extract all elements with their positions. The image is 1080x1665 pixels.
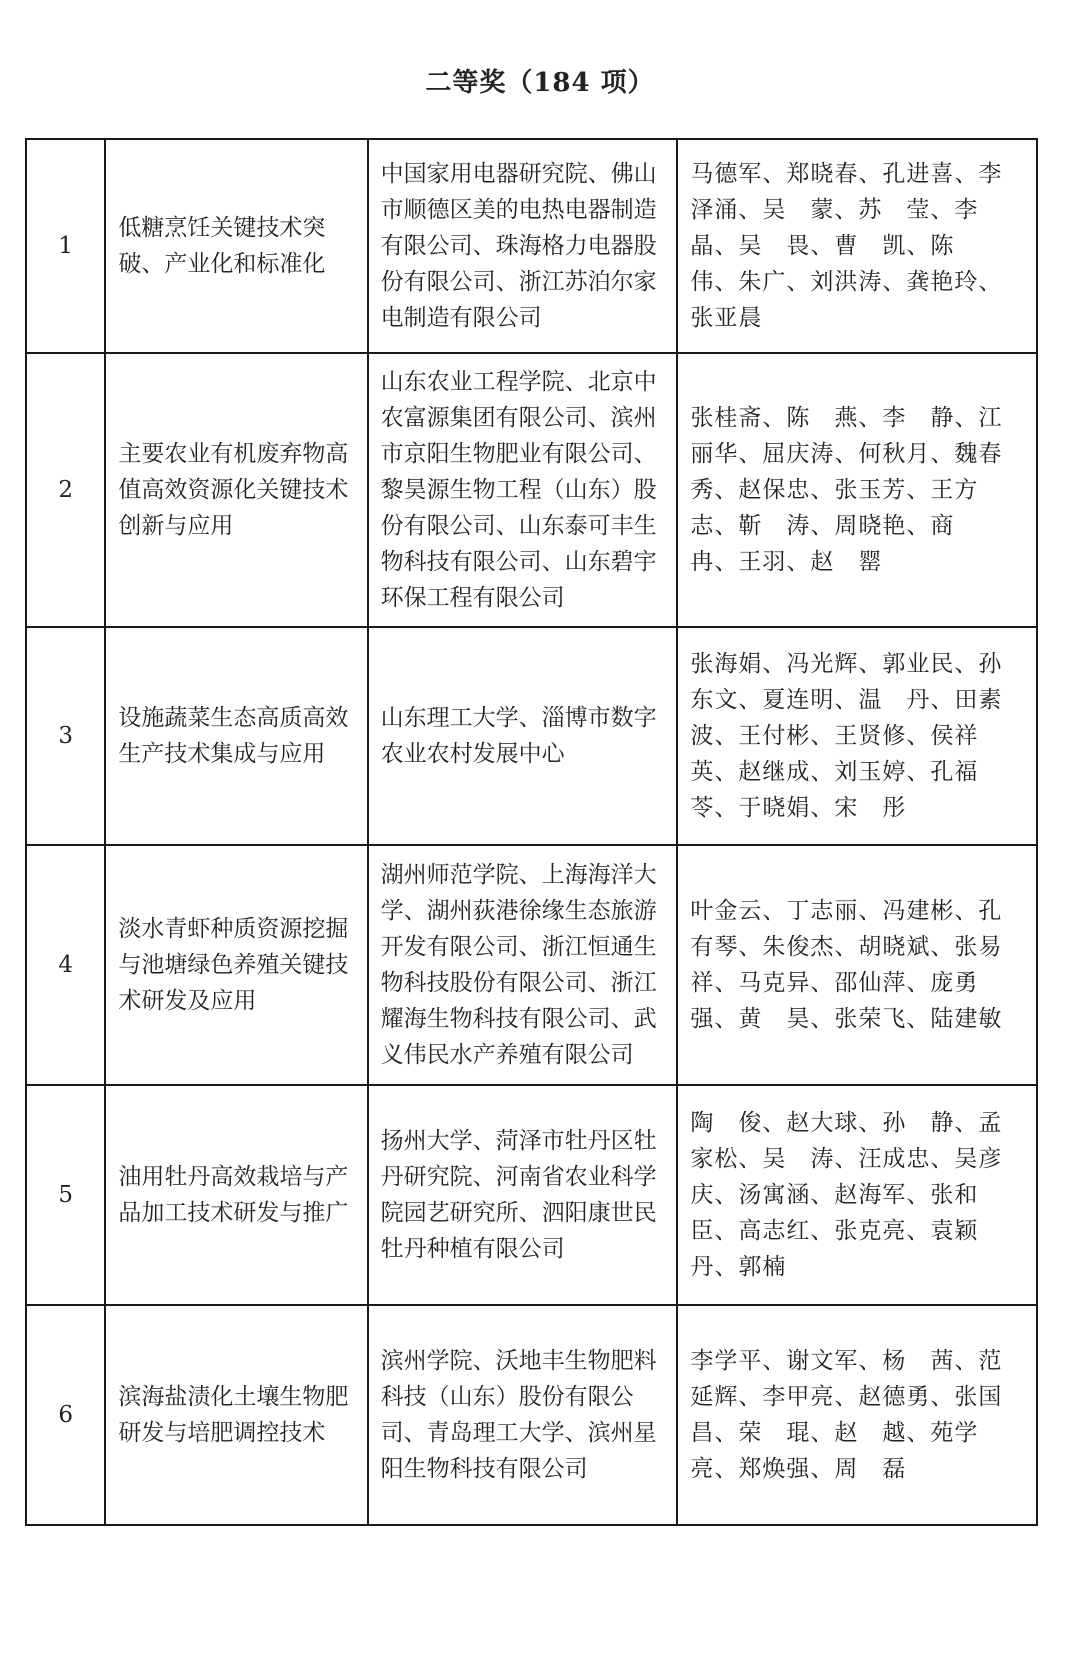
completing-people: 马德军、郑晓春、孔进喜、李泽涌、吴 蒙、苏 莹、李 晶、吴 畏、曹 凯、陈 伟、朱广、刘洪涛、龚艳玲、张亚晨 [677, 139, 1037, 353]
table-row [26, 845, 1037, 1085]
row-index: 4 [26, 845, 105, 1085]
completing-units: 扬州大学、菏泽市牡丹区牡丹研究院、河南省农业科学院园艺研究所、泗阳康世民牡丹种植有限公司 [368, 1085, 678, 1305]
completing-people: 陶 俊、赵大球、孙 静、孟家松、吴 涛、汪成忠、吴彦庆、汤寓涵、赵海军、张和臣、高志红、张克亮、袁颖丹、郭楠 [677, 1085, 1037, 1305]
row-index: 2 [26, 353, 105, 627]
project-name: 油用牡丹高效栽培与产品加工技术研发与推广 [105, 1085, 367, 1305]
table-row [26, 139, 1037, 353]
project-name: 主要农业有机废弃物高值高效资源化关键技术创新与应用 [105, 353, 367, 627]
awards-table [25, 138, 1038, 1526]
completing-people: 张桂斋、陈 燕、李 静、江丽华、屈庆涛、何秋月、魏春秀、赵保忠、张玉芳、王方志、靳 涛、周晓艳、商 冉、王羽、赵 罂 [677, 353, 1037, 627]
table-row [26, 353, 1037, 627]
completing-people: 李学平、谢文军、杨 茜、范延辉、李甲亮、赵德勇、张国昌、荣 琨、赵 越、苑学亮、郑焕强、周 磊 [677, 1305, 1037, 1525]
table-row [26, 1305, 1037, 1525]
completing-units: 山东理工大学、淄博市数字农业农村发展中心 [368, 627, 678, 845]
completing-people: 叶金云、丁志丽、冯建彬、孔有琴、朱俊杰、胡晓斌、张易祥、马克异、邵仙萍、庞勇强、黄 昊、张荣飞、陆建敏 [677, 845, 1037, 1085]
page-title: 二等奖（184 项） [425, 68, 655, 98]
completing-people: 张海娟、冯光辉、郭业民、孙东文、夏连明、温 丹、田素波、王付彬、王贤修、侯祥英、赵继成、刘玉婷、孔福苓、于晓娟、宋 彤 [677, 627, 1037, 845]
completing-units: 湖州师范学院、上海海洋大学、湖州荻港徐缘生态旅游开发有限公司、浙江恒通生物科技股份有限公司、浙江耀海生物科技有限公司、武义伟民水产养殖有限公司 [368, 845, 678, 1085]
row-index: 1 [26, 139, 105, 353]
row-index: 6 [26, 1305, 105, 1525]
project-name: 设施蔬菜生态高质高效生产技术集成与应用 [105, 627, 367, 845]
table-row [26, 1085, 1037, 1305]
project-name: 低糖烹饪关键技术突破、产业化和标准化 [105, 139, 367, 353]
completing-units: 山东农业工程学院、北京中农富源集团有限公司、滨州市京阳生物肥业有限公司、黎昊源生物工程（山东）股份有限公司、山东泰可丰生物科技有限公司、山东碧宇环保工程有限公司 [368, 353, 678, 627]
completing-units: 滨州学院、沃地丰生物肥料科技（山东）股份有限公司、青岛理工大学、滨州星阳生物科技有限公司 [368, 1305, 678, 1525]
table-row [26, 627, 1037, 845]
project-name: 滨海盐渍化土壤生物肥研发与培肥调控技术 [105, 1305, 367, 1525]
row-index: 5 [26, 1085, 105, 1305]
completing-units: 中国家用电器研究院、佛山市顺德区美的电热电器制造有限公司、珠海格力电器股份有限公司、浙江苏泊尔家电制造有限公司 [368, 139, 678, 353]
project-name: 淡水青虾种质资源挖掘与池塘绿色养殖关键技术研发及应用 [105, 845, 367, 1085]
row-index: 3 [26, 627, 105, 845]
